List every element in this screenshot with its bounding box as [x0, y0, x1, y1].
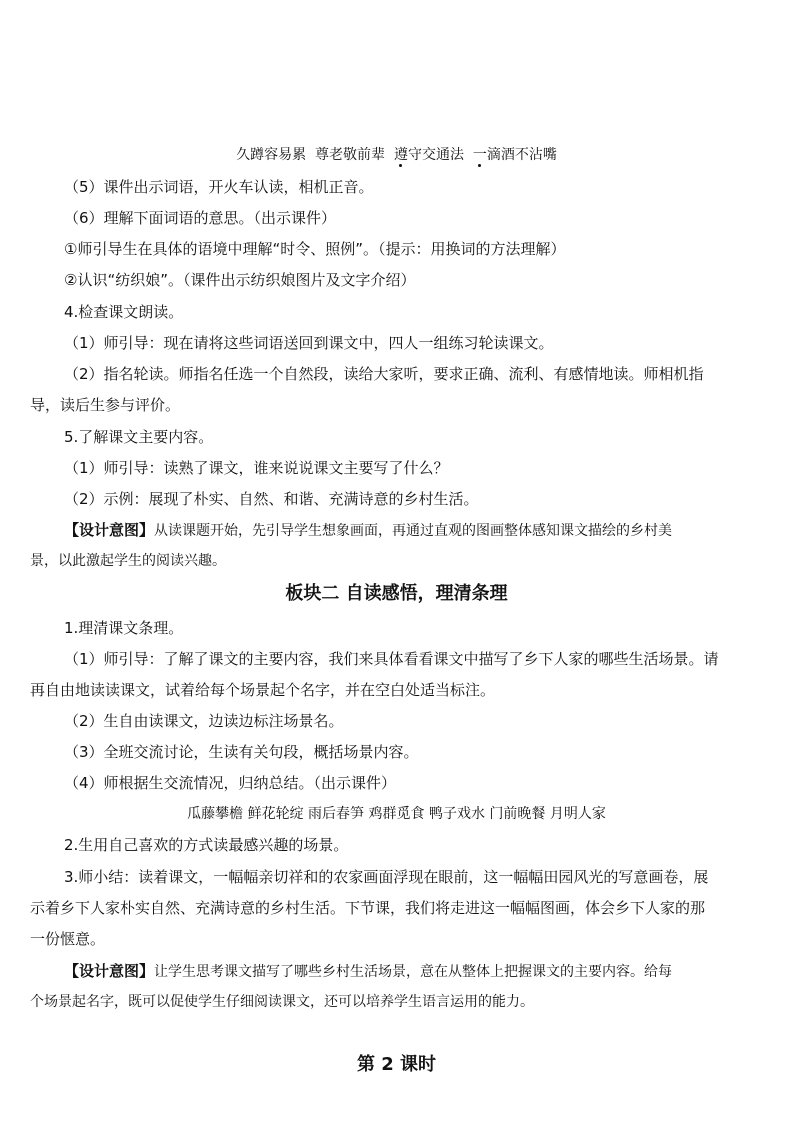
word-group-2: 尊老敬前辈: [315, 147, 386, 163]
design-intent-text: 从读课题开始，先引导学生想象画面，再通过直观的图画整体感知课文描绘的乡村美: [154, 523, 673, 539]
design-intent-2-cont: 个场景起名字，既可以促使学生仔细阅读课文，还可以培养学生语言运用的能力。: [30, 994, 534, 1010]
block2-step-1-heading: 1.理清课文条理。: [64, 619, 184, 637]
word-list-top: [0, 145, 793, 165]
design-intent-2: [64, 961, 672, 982]
sub-item-2: ②认识“纺织娘”。（课件出示纺织娘图片及文字介绍）: [64, 271, 416, 289]
block2-step-3-cont-1: 示着乡下人家朴实自然、充满诗意的乡村生活。下节课，我们将走进这一幅幅图画，体会乡下人家的那: [30, 899, 706, 917]
block2-step-3: 3.师小结：读着课文，一幅幅亲切祥和的农家画面浮现在眼前，这一幅幅田园风光的写意画卷，展: [64, 868, 709, 886]
design-intent-1-cont: 景，以此激起学生的阅读兴趣。: [30, 553, 226, 569]
scene-name-list: 瓜藤攀檐 鲜花轮绽 雨后春笋 鸡群觅食 鸭子戏水 门前晚餐 月明人家: [187, 806, 606, 822]
step-4-item-2-cont: 导，读后生参与评价。: [30, 396, 181, 414]
block2-step-3-cont-2: 一份惬意。: [30, 930, 106, 948]
section-heading-block-2: 板块二 自读感悟，理清条理: [285, 583, 508, 604]
word-group-3: 遵守交通法: [393, 147, 464, 163]
block2-step-1-item-2: （2）生自由读课文，边读边标注场景名。: [64, 712, 344, 730]
block2-step-1-item-3: （3）全班交流讨论，生读有关句段，概括场景内容。: [64, 743, 419, 761]
block2-step-2: 2.生用自己喜欢的方式读最感兴趣的场景。: [64, 836, 349, 854]
block2-step-1-item-1-cont: 再自由地读读课文，试着给每个场景起个名字，并在空白处适当标注。: [30, 681, 496, 699]
lesson-2-heading: 第 2 课时: [356, 1054, 437, 1075]
step-5-heading: 5.了解课文主要内容。: [64, 428, 214, 446]
word-group-4: 一滴酒不沾嘴: [472, 147, 557, 163]
step-5-item-1: （1）师引导：读熟了课文，谁来说说课文主要写了什么？: [64, 459, 449, 477]
step-5-item: （5）课件出示词语，开火车认读，相机正音。: [64, 178, 374, 196]
step-6-item: （6）理解下面词语的意思。（出示课件）: [64, 209, 337, 227]
design-intent-1: [64, 520, 672, 541]
sub-item-1: ①师引导生在具体的语境中理解“时令、照例”。（提示：用换词的方法理解）: [64, 240, 566, 258]
design-intent-label: 【设计意图】: [64, 521, 155, 539]
block2-step-1-item-1: （1）师引导：了解了课文的主要内容，我们来具体看看课文中描写了乡下人家的哪些生活场景。请: [64, 650, 719, 668]
design-intent-2-label: 【设计意图】: [64, 962, 155, 980]
step-5-item-2: （2）示例：展现了朴实、自然、和谐、充满诗意的乡村生活。: [64, 490, 479, 508]
block2-step-1-item-4: （4）师根据生交流情况，归纳总结。（出示课件）: [64, 774, 397, 792]
step-4-item-2: （2）指名轮读。师指名任选一个自然段，读给大家听，要求正确、流利、有感情地读。师相机指: [64, 365, 704, 383]
design-intent-2-text: 让学生思考课文描写了哪些乡村生活场景，意在从整体上把握课文的主要内容。给每: [154, 964, 673, 980]
word-group-1: 久蹲容易累: [236, 147, 307, 163]
step-4-item-1: （1）师引导：现在请将这些词语送回到课文中，四人一组练习轮读课文。: [64, 334, 554, 352]
step-4-heading: 4.检查课文朗读。: [64, 303, 184, 321]
